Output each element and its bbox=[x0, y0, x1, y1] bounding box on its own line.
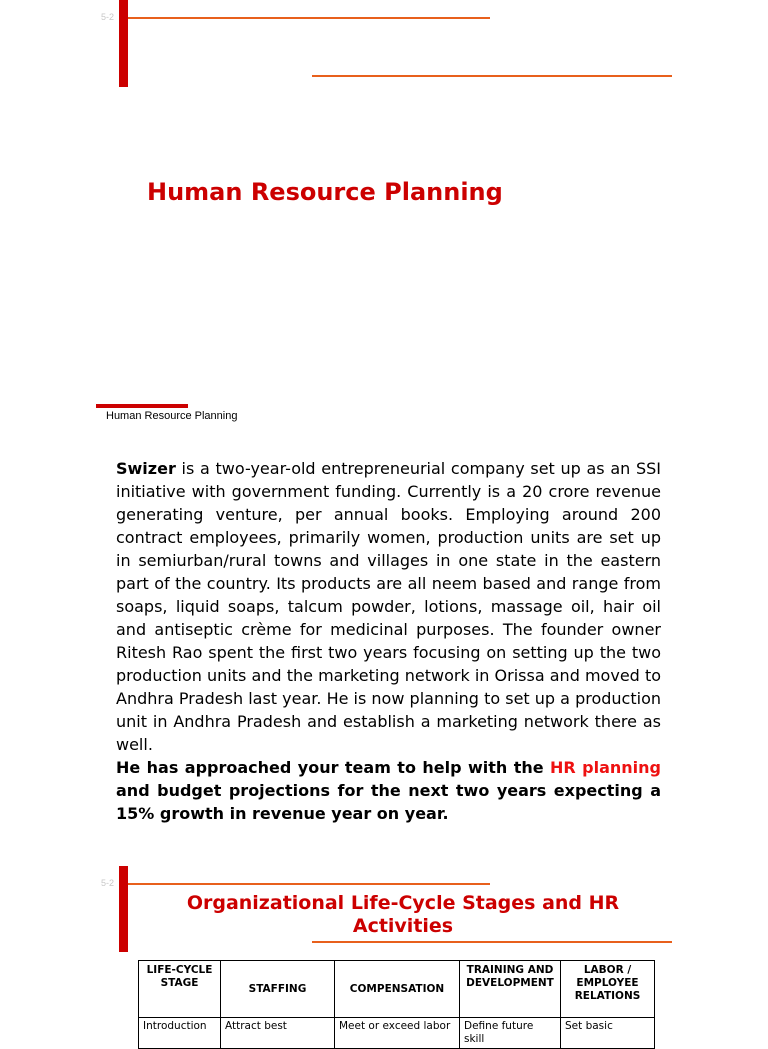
hr-planning-highlight: HR planning bbox=[550, 758, 661, 777]
top-rule-2 bbox=[128, 883, 490, 885]
slide-title: Human Resource Planning bbox=[147, 178, 503, 206]
header-lifecycle-stage: LIFE-CYCLE STAGE bbox=[139, 961, 221, 1018]
request-text-end: and budget projections for the next two years expecting a 15% growth in revenue year on year. bbox=[116, 781, 661, 823]
table-cell: Define future skill bbox=[460, 1018, 561, 1049]
accent-vertical-bar-2 bbox=[119, 866, 128, 952]
lifecycle-table bbox=[138, 960, 655, 1049]
table-cell: Meet or exceed labor bbox=[335, 1018, 460, 1049]
upper-rule-2 bbox=[312, 941, 672, 943]
header-labor-relations: LABOR / EMPLOYEE RELATIONS bbox=[561, 961, 655, 1018]
table-cell: Attract best bbox=[221, 1018, 335, 1049]
request-text-start: He has approached your team to help with the bbox=[116, 758, 551, 777]
top-rule bbox=[128, 17, 490, 19]
upper-rule bbox=[312, 75, 672, 77]
case-description bbox=[116, 457, 661, 825]
table-cell: Introduction bbox=[139, 1018, 221, 1049]
header-staffing: STAFFING bbox=[221, 961, 335, 1018]
table-header-row bbox=[139, 961, 655, 1018]
slide-number-2: 5-2 bbox=[101, 878, 115, 888]
case-text: is a two-year-old entrepreneurial company set up as an SSI initiative with government funding. Currently is a 20 crore revenue generating venture, per annual books. Employing around 200 contract employees, primarily women, production units are set up in semiurban/rural towns and villages in one state in the eastern part of the country. Its products are all neem based and range from soaps, liquid soaps, talcum powder, lotions, massage oil, hair oil and antiseptic crème for medicinal purposes. The founder owner Ritesh Rao spent the first two years focusing on setting up the two production units and the marketing network in Orissa and moved to Andhra Pradesh last year. He is now planning to set up a production unit in Andhra Pradesh and establish a marketing network there as well. bbox=[116, 459, 661, 754]
header-training-development: TRAINING AND DEVELOPMENT bbox=[460, 961, 561, 1018]
table-cell: Set basic bbox=[561, 1018, 655, 1049]
section-bar bbox=[96, 404, 188, 408]
table-row bbox=[139, 1018, 655, 1049]
accent-vertical-bar bbox=[119, 0, 128, 87]
company-name: Swizer bbox=[116, 459, 176, 478]
section-label: Human Resource Planning bbox=[106, 410, 238, 422]
slide-number: 5-2 bbox=[101, 12, 115, 22]
header-compensation: COMPENSATION bbox=[335, 961, 460, 1018]
slide-title-2: Organizational Life-Cycle Stages and HR Activities bbox=[186, 892, 620, 937]
